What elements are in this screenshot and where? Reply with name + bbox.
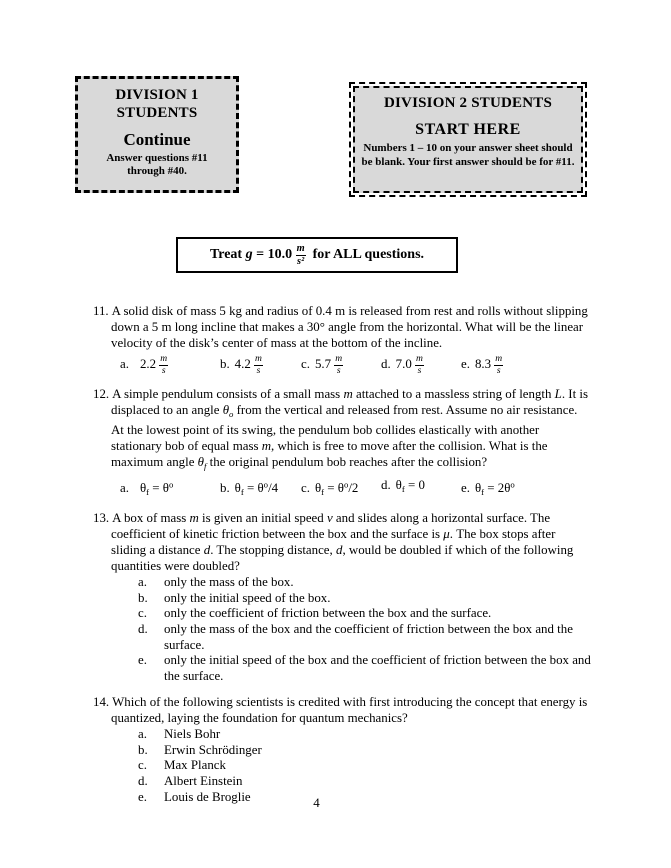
option-value: 7.0 $\frac{m}{s}$ [395,353,423,376]
option-letter: c. [138,758,147,773]
question-13-option-d [93,622,592,653]
question-14-body: Which of the following scientists is credited with first introducing the concept that energy is quantized, laying the foundation for quantum mechanics? [111,695,588,726]
option-letter: a. [138,575,147,590]
option-text: only the mass of the box. [164,575,294,590]
division1-title-line2: STUDENTS [116,105,198,121]
option-value: 5.7 $\frac{m}{s}$ [314,353,343,376]
option-letter: b. [138,590,148,605]
option-letter: c. [301,356,310,371]
question-14-text [93,694,592,726]
option-letter: e. [138,789,147,804]
division2-detail: Numbers 1 – 10 on your answer sheet should be blank. Your first answer should be for #11. [361,142,575,168]
question-11 [93,303,592,376]
option-value: $\theta_f = 2\theta^o$ [474,479,515,498]
option-letter: b. [138,742,148,757]
option-text: only the initial speed of the box. [164,590,331,605]
question-12-option-b [220,477,301,500]
question-13-option-c [93,606,592,622]
question-11-text [93,303,592,351]
question-11-option-a [120,354,220,376]
option-letter: e. [461,481,470,496]
question-13-option-b [93,591,592,607]
question-12-option-e [461,477,515,500]
option-letter: e. [138,653,147,668]
question-14-option-d [93,774,592,790]
question-12-option-c [301,477,381,500]
division1-subtitle: Continue [123,130,191,149]
option-text: Albert Einstein [164,774,243,789]
option-letter: d. [381,356,391,371]
question-11-number: 11. [93,304,109,318]
question-14 [93,694,592,805]
option-letter: c. [301,481,310,496]
option-letter: a. [120,481,129,496]
question-13-option-a [93,575,592,591]
option-text: only the initial speed of the box and the coefficient of friction between the box and the surface. [164,653,591,683]
option-text: only the mass of the box and the coefficient of friction between the box and the surface. [164,621,573,652]
option-letter: d. [138,774,148,789]
division2-title: DIVISION 2 STUDENTS [383,95,553,111]
option-text: Niels Bohr [164,727,221,742]
question-12-number: 12. [93,387,110,402]
division1-title-line1: DIVISION 1 [115,87,199,103]
division2-box-inner [353,86,583,193]
question-11-option-d [381,354,461,376]
question-11-options [120,354,592,376]
option-value: 8.3 $\frac{m}{s}$ [474,353,503,376]
question-13-number: 13. [93,511,110,526]
question-11-option-b [220,354,301,376]
question-12-body: A simple pendulum consists of a small mass m attached to a massless string of length L. It is displaced to an angle $\theta_o$ from the vertical and released from rest. Assume no air resistance. At the lowest point of its swing, the pendulum bob collides elastically with another stationary bob of equal mass m, which is free to move after the collision. What is the maximum angle $\theta_f$ the original pendulum bob reaches after the collision? [111,387,588,471]
option-value: $\theta_f = 0$ [395,477,425,494]
option-value: 2.2 $\frac{m}{s}$ [139,353,168,376]
option-value: $\theta_f = \theta^o$ [139,479,174,498]
question-12 [93,386,592,500]
option-letter: c. [138,606,147,621]
option-letter: b. [220,356,230,371]
question-13-text [93,510,592,574]
question-11-option-e [461,354,503,376]
page-number: 4 [313,795,320,810]
question-13-options [93,575,592,684]
option-text: Max Planck [164,758,226,773]
question-14-number: 14. [93,695,110,710]
option-text: Louis de Broglie [164,789,251,804]
question-11-option-c [301,354,381,376]
question-13-body: A box of mass m is given an initial speed v and slides along a horizontal surface. The coefficient of kinetic friction between the box and the surface is μ. The box stops after sliding a distance d. The stopping distance, d, would be doubled if which of the following quantities were doubled? [111,511,574,574]
division2-subtitle: START HERE [415,121,521,138]
division1-detail: Answer questions #11 through #40. [106,152,208,177]
question-14-option-a [93,727,592,743]
question-12-text [93,386,592,474]
question-14-option-c [93,758,592,774]
option-value: $\theta_f = \theta^o/2$ [314,479,359,498]
question-list [93,303,592,815]
division2-box [349,82,587,197]
option-value: 4.2 $\frac{m}{s}$ [234,353,262,376]
question-12-options [120,477,592,500]
division1-box [75,76,239,193]
option-letter: d. [381,477,391,492]
gravity-instruction-box: Treat g = 10.0 $\frac{m}{\text{s²}}$ for ALL questions. [176,237,458,273]
question-14-option-b [93,743,592,759]
option-letter: d. [138,621,148,636]
option-letter: a. [120,356,129,371]
option-letter: b. [220,481,230,496]
option-text: Erwin Schrödinger [164,742,262,757]
option-text: only the coefficient of friction between the box and the surface. [164,606,492,621]
option-value: $\theta_f = \theta^o/4$ [234,479,279,498]
question-13-option-e [93,653,592,684]
option-letter: a. [138,727,147,742]
question-14-options [93,727,592,805]
question-12-option-a [120,477,220,500]
question-12-option-d [381,477,461,497]
option-letter: e. [461,356,470,371]
question-11-body: A solid disk of mass 5 kg and radius of 0.4 m is released from rest and rolls without slipping down a 5 m long incline that makes a 30° angle from the horizontal. What will be the linear velocity of the disk’s center of mass at the bottom of the incline. [111,304,588,350]
question-13 [93,510,592,684]
